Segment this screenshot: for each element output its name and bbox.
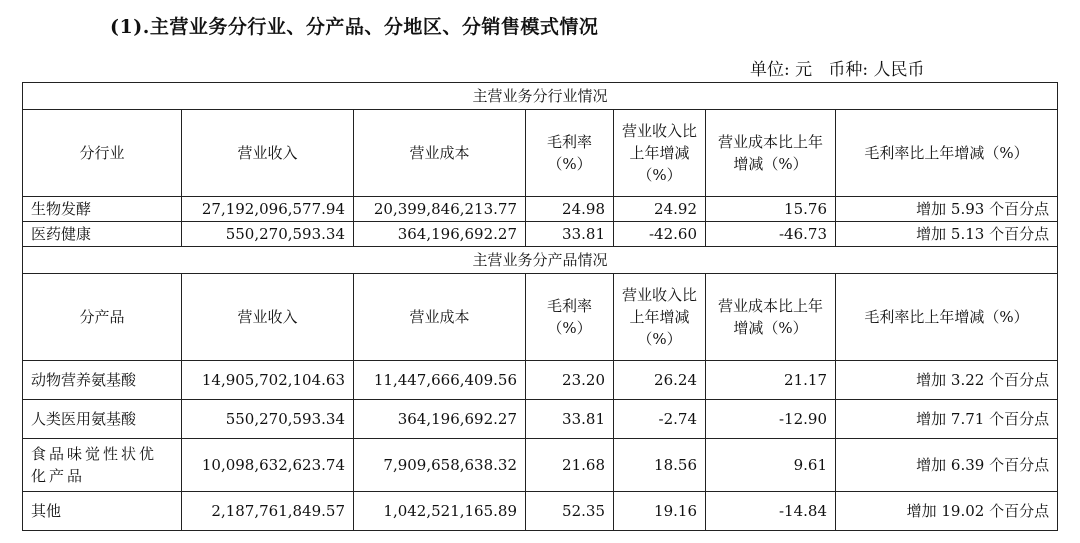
table-row (23, 439, 1058, 492)
revenue-cell: 550,270,593.34 (182, 222, 354, 247)
margin-change-cell: 增加 5.13 个百分点 (836, 222, 1058, 247)
margin-cell: 52.35 (526, 492, 614, 531)
revenue-cell: 2,187,761,849.57 (182, 492, 354, 531)
revenue-change-cell: 19.16 (614, 492, 706, 531)
revenue-change-cell: 24.92 (614, 197, 706, 222)
main-business-table (22, 82, 1058, 531)
revenue-change-cell: 26.24 (614, 361, 706, 400)
cost-change-cell: -12.90 (706, 400, 836, 439)
margin-cell: 24.98 (526, 197, 614, 222)
row-label: 医药健康 (23, 222, 182, 247)
section-heading: (1).主营业务分行业、分产品、分地区、分销售模式情况 (110, 16, 599, 38)
margin-cell: 33.81 (526, 222, 614, 247)
revenue-cell: 27,192,096,577.94 (182, 197, 354, 222)
table-row (23, 197, 1058, 222)
revenue-cell: 550,270,593.34 (182, 400, 354, 439)
industry-section-title: 主营业务分行业情况 (23, 83, 1058, 110)
row-label: 食品味觉性状优化产品 (23, 439, 182, 492)
cost-change-cell: 15.76 (706, 197, 836, 222)
industry-header-row (23, 110, 1058, 197)
header-cell: 分行业 (23, 110, 182, 197)
header-cell: 营业收入 (182, 274, 354, 361)
header-cell: 营业成本 (354, 274, 526, 361)
margin-cell: 21.68 (526, 439, 614, 492)
margin-change-cell: 增加 19.02 个百分点 (836, 492, 1058, 531)
revenue-change-cell: -42.60 (614, 222, 706, 247)
table-row (23, 361, 1058, 400)
row-label: 其他 (23, 492, 182, 531)
product-header-row (23, 274, 1058, 361)
header-cell: 营业成本比上年增减（%） (706, 110, 836, 197)
header-cell: 毛利率（%） (526, 274, 614, 361)
cost-change-cell: -14.84 (706, 492, 836, 531)
row-label: 人类医用氨基酸 (23, 400, 182, 439)
margin-change-cell: 增加 3.22 个百分点 (836, 361, 1058, 400)
header-cell: 营业收入比上年增减（%） (614, 274, 706, 361)
cost-cell: 20,399,846,213.77 (354, 197, 526, 222)
table-row (23, 492, 1058, 531)
margin-change-cell: 增加 7.71 个百分点 (836, 400, 1058, 439)
header-cell: 营业成本比上年增减（%） (706, 274, 836, 361)
cost-cell: 1,042,521,165.89 (354, 492, 526, 531)
header-cell: 毛利率比上年增减（%） (836, 110, 1058, 197)
cost-change-cell: -46.73 (706, 222, 836, 247)
header-cell: 毛利率（%） (526, 110, 614, 197)
row-label: 动物营养氨基酸 (23, 361, 182, 400)
cost-cell: 11,447,666,409.56 (354, 361, 526, 400)
revenue-change-cell: -2.74 (614, 400, 706, 439)
table-row (23, 400, 1058, 439)
unit-currency-note: 单位: 元 币种: 人民币 (750, 60, 925, 80)
cost-cell: 7,909,658,638.32 (354, 439, 526, 492)
margin-change-cell: 增加 6.39 个百分点 (836, 439, 1058, 492)
product-section-title: 主营业务分产品情况 (23, 247, 1058, 274)
row-label: 生物发酵 (23, 197, 182, 222)
margin-change-cell: 增加 5.93 个百分点 (836, 197, 1058, 222)
margin-cell: 23.20 (526, 361, 614, 400)
header-cell: 营业收入 (182, 110, 354, 197)
cost-change-cell: 9.61 (706, 439, 836, 492)
cost-cell: 364,196,692.27 (354, 222, 526, 247)
cost-cell: 364,196,692.27 (354, 400, 526, 439)
header-cell: 毛利率比上年增减（%） (836, 274, 1058, 361)
header-cell: 分产品 (23, 274, 182, 361)
header-cell: 营业收入比上年增减（%） (614, 110, 706, 197)
margin-cell: 33.81 (526, 400, 614, 439)
cost-change-cell: 21.17 (706, 361, 836, 400)
revenue-change-cell: 18.56 (614, 439, 706, 492)
revenue-cell: 10,098,632,623.74 (182, 439, 354, 492)
header-cell: 营业成本 (354, 110, 526, 197)
revenue-cell: 14,905,702,104.63 (182, 361, 354, 400)
table-row (23, 222, 1058, 247)
